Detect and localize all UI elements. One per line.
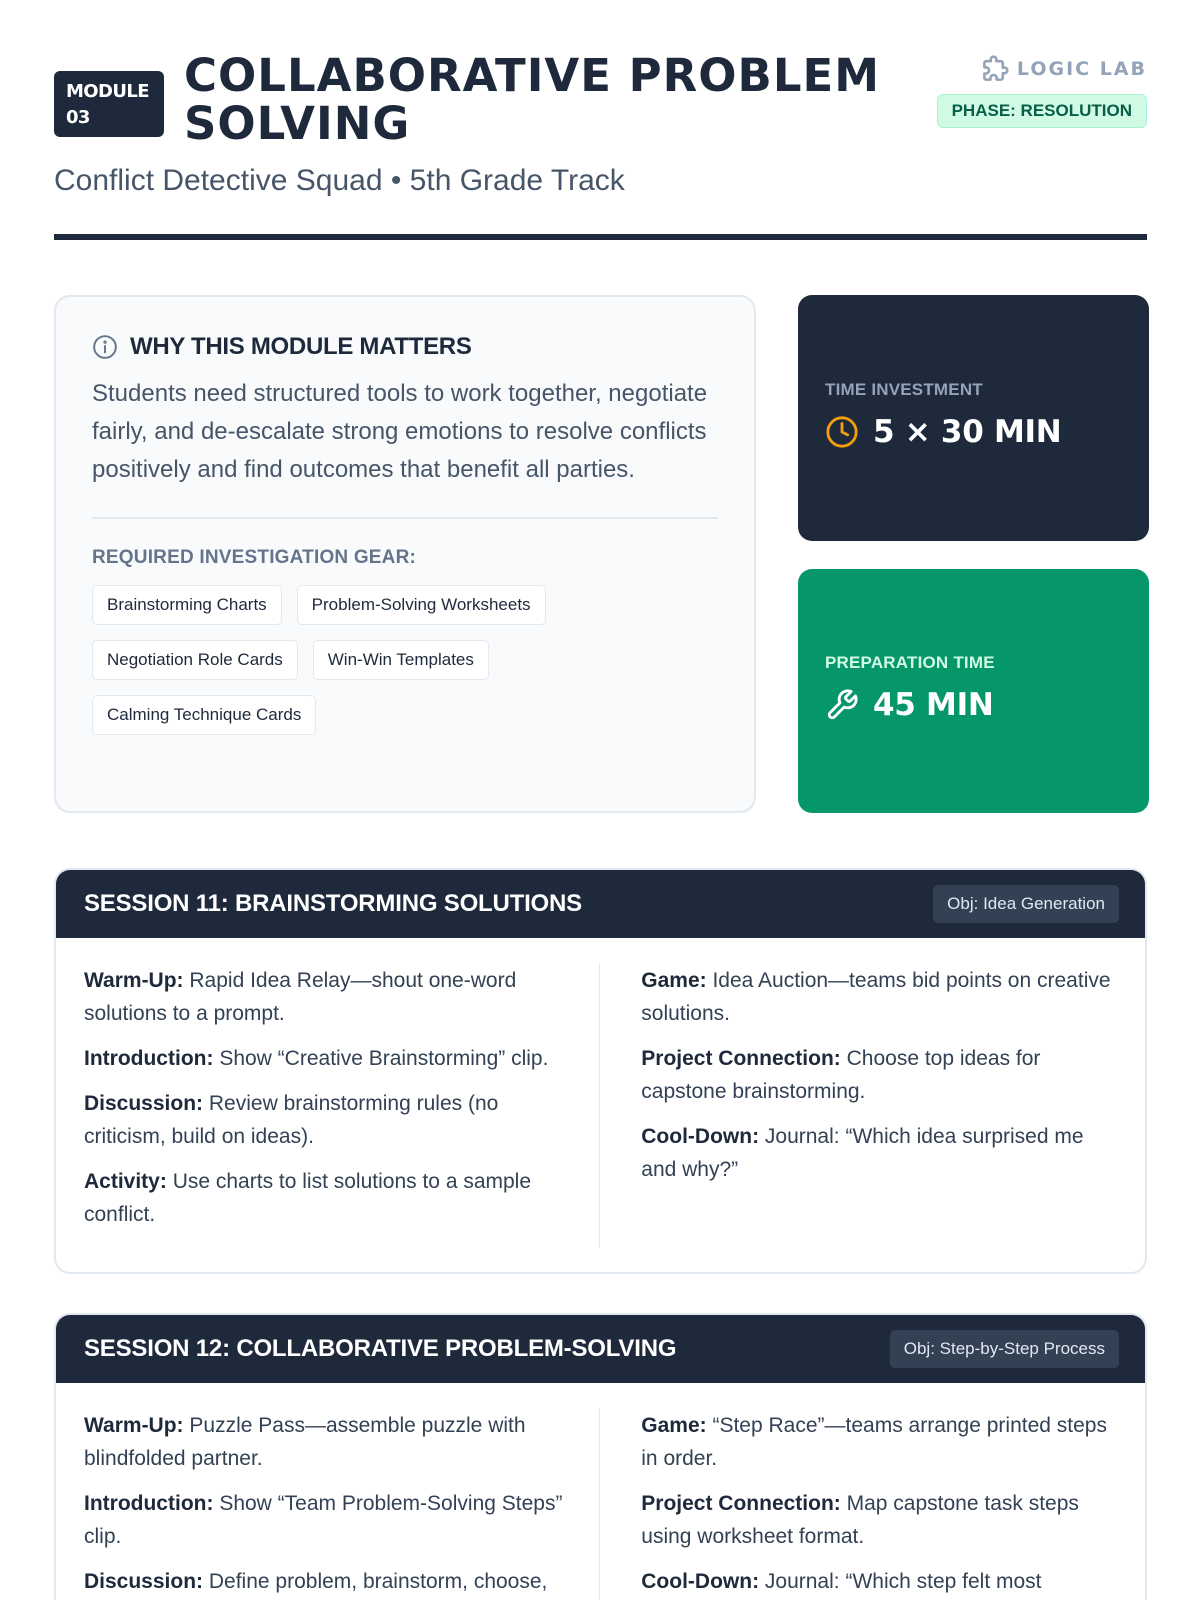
preparation-time-label: PREPARATION TIME — [825, 653, 995, 672]
why-heading: WHY THIS MODULE MATTERS — [130, 333, 472, 360]
session-header — [56, 1315, 1145, 1383]
puzzle-icon — [977, 52, 1011, 86]
session-item-discussion: Discussion: Define problem, brainstorm, choose, — [84, 1570, 548, 1593]
preparation-time-value: 45 MIN — [873, 687, 994, 723]
session-right-column — [600, 964, 1117, 1248]
session-item-warm-up: Warm-Up: Rapid Idea Relay—shout one-word solutions to a prompt. — [84, 969, 517, 1025]
session-item-introduction: Introduction: Show “Creative Brainstorming” clip. — [84, 1047, 549, 1070]
info-icon — [92, 334, 118, 360]
session-item-warm-up: Warm-Up: Puzzle Pass—assemble puzzle with blindfolded partner. — [84, 1414, 526, 1470]
gear-chip: Brainstorming Charts — [92, 585, 282, 625]
session-item-game: Game: Idea Auction—teams bid points on creative solutions. — [641, 969, 1111, 1025]
wrench-icon — [825, 688, 859, 722]
phase-badge: PHASE: RESOLUTION — [937, 94, 1147, 128]
brand-name: LOGIC LAB — [1016, 58, 1147, 80]
why-body-text: Students need structured tools to work together, negotiate fairly, and de-escalate strong emotions to resolve conflicts positively and find outcomes that benefit all parties. — [92, 380, 708, 483]
gear-chip: Calming Technique Cards — [92, 695, 316, 735]
session-item-project-connection: Project Connection: Choose top ideas for capstone brainstorming. — [641, 1047, 1041, 1103]
session-item-project-connection: Project Connection: Map capstone task steps using worksheet format. — [641, 1492, 1079, 1548]
session-body — [56, 938, 1145, 1248]
time-investment-card — [798, 295, 1149, 541]
clock-icon — [825, 415, 859, 449]
preparation-time-card — [798, 569, 1149, 813]
time-investment-row — [825, 414, 1122, 450]
why-heading-row — [92, 329, 718, 365]
session-title: SESSION 11: BRAINSTORMING SOLUTIONS — [84, 890, 582, 917]
page-subtitle: Conflict Detective Squad • 5th Grade Track — [54, 164, 625, 197]
brand — [977, 52, 1147, 86]
why-module-matters-card — [54, 295, 756, 813]
why-divider — [92, 517, 718, 519]
session-item-cool-down: Cool-Down: Journal: “Which idea surprised me and why?” — [641, 1125, 1084, 1181]
session-left-column — [84, 964, 600, 1248]
session-card — [54, 1313, 1147, 1600]
gear-chip: Win-Win Templates — [313, 640, 489, 680]
gear-chip: Problem-Solving Worksheets — [297, 585, 546, 625]
session-item-discussion: Discussion: Review brainstorming rules (no criticism, build on ideas). — [84, 1092, 499, 1148]
session-right-column — [600, 1409, 1117, 1600]
session-objective-badge: Obj: Step-by-Step Process — [890, 1330, 1119, 1368]
header-divider — [54, 234, 1147, 240]
module-number: 03 — [66, 107, 90, 128]
page-title: COLLABORATIVE PROBLEM SOLVING — [184, 49, 881, 150]
module-badge — [54, 71, 164, 137]
gear-label: REQUIRED INVESTIGATION GEAR: — [92, 547, 417, 568]
page-header — [54, 50, 1147, 200]
session-item-activity: Activity: Use charts to list solutions to a sample conflict. — [84, 1170, 532, 1226]
preparation-time-row — [825, 687, 1122, 723]
time-investment-label: TIME INVESTMENT — [825, 380, 983, 399]
session-body — [56, 1383, 1145, 1600]
session-card — [54, 868, 1147, 1274]
time-investment-value: 5 × 30 MIN — [873, 414, 1062, 450]
session-header — [56, 870, 1145, 938]
gear-chip: Negotiation Role Cards — [92, 640, 298, 680]
session-title: SESSION 12: COLLABORATIVE PROBLEM-SOLVING — [84, 1335, 677, 1362]
session-item-cool-down: Cool-Down: Journal: “Which step felt most — [641, 1570, 1042, 1593]
module-label: MODULE — [66, 81, 149, 102]
session-item-game: Game: “Step Race”—teams arrange printed steps in order. — [641, 1414, 1107, 1470]
session-objective-badge: Obj: Idea Generation — [933, 885, 1119, 923]
session-left-column — [84, 1409, 600, 1600]
session-item-introduction: Introduction: Show “Team Problem-Solving Steps” clip. — [84, 1492, 563, 1548]
gear-list — [92, 585, 722, 735]
